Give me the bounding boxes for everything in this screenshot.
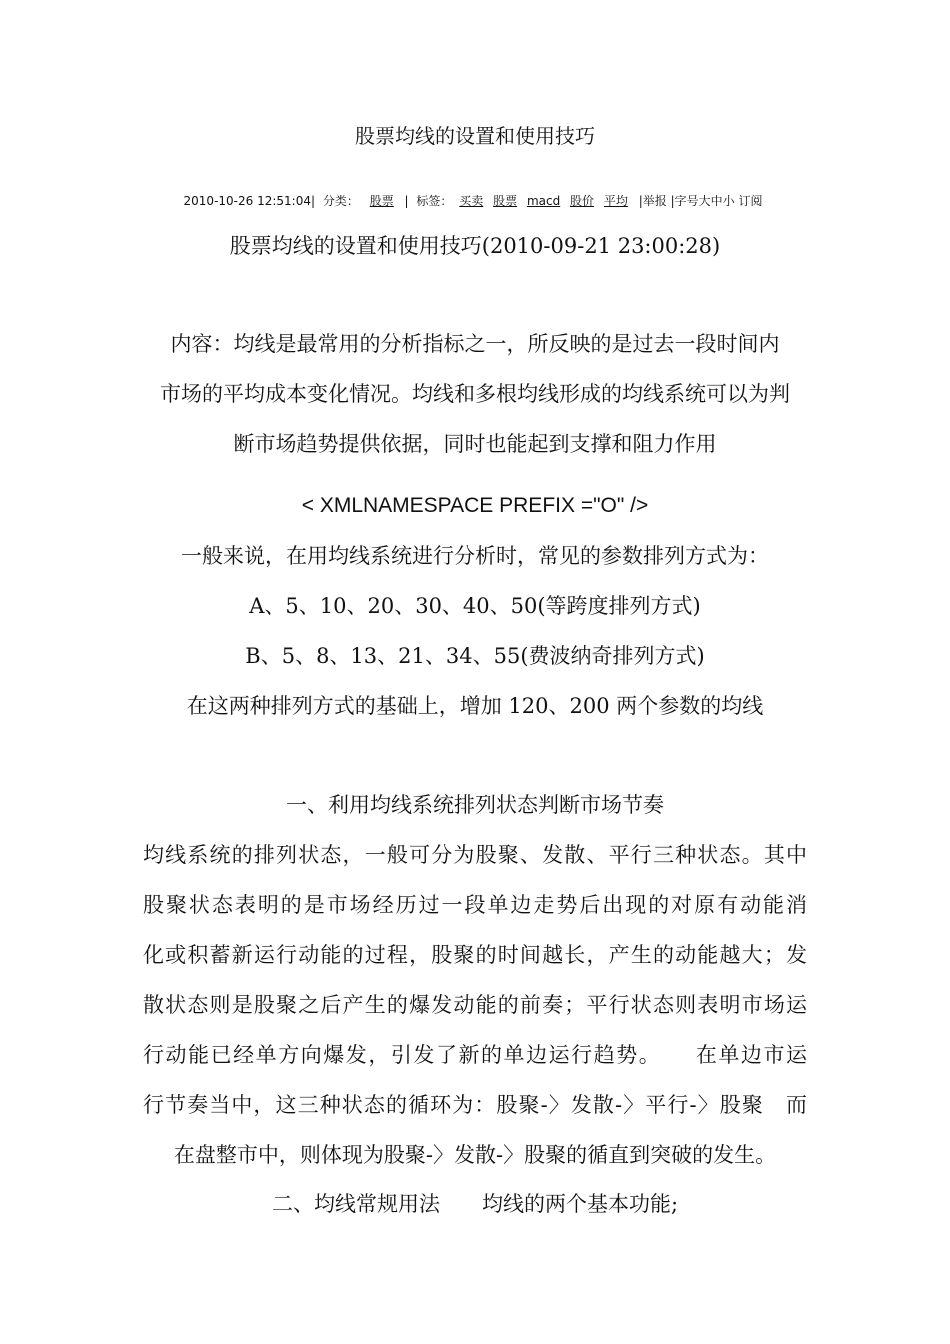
section1-line: 股聚状态表明的是市场经历过一段单边走势后出现的对原有动能消 <box>143 893 807 917</box>
section1-line: 化或积蓄新运行动能的过程，股聚的时间越长，产生的动能越大；发 <box>143 943 807 967</box>
meta-separator: | <box>404 194 409 208</box>
tag-link[interactable]: 平均 <box>603 194 628 208</box>
page-title: 股票均线的设置和使用技巧 <box>355 124 595 148</box>
article-subtitle: 股票均线的设置和使用技巧(2010-09-21 23:00:28) <box>229 234 721 258</box>
param-b: B、5、8、13、21、34、55(费波纳奇排列方式) <box>245 644 705 668</box>
section1-line: 在盘整市中，则体现为股聚-〉发散-〉股聚的循直到突破的发生。 <box>173 1143 777 1167</box>
summary-line: 断市场趋势提供依据，同时也能起到支撑和阻力作用 <box>233 432 717 456</box>
xml-namespace-line: < XMLNAMESPACE PREFIX ="O" /> <box>301 494 649 517</box>
tag-link[interactable]: macd <box>526 194 561 208</box>
section2-heading: 二、均线常规用法 均线的两个基本功能; <box>271 1192 679 1216</box>
post-actions: |举报 |字号大中小 订阅 <box>638 194 763 208</box>
post-meta <box>0 193 950 209</box>
section1-line: 散状态则是股聚之后产生的爆发动能的前奏；平行状态则表明市场运 <box>143 993 807 1017</box>
tag-link[interactable]: 买卖 <box>459 194 484 208</box>
summary-line: 内容：均线是最常用的分析指标之一，所反映的是过去一段时间内 <box>170 332 780 356</box>
tag-link[interactable]: 股票 <box>493 194 518 208</box>
params-intro: 一般来说，在用均线系统进行分析时，常见的参数排列方式为： <box>181 544 769 568</box>
tag-link[interactable]: 股价 <box>570 194 595 208</box>
summary-line: 市场的平均成本变化情况。均线和多根均线形成的均线系统可以为判 <box>160 382 790 406</box>
section1-heading: 一、利用均线系统排列状态判断市场节奏 <box>286 793 664 817</box>
param-extra: 在这两种排列方式的基础上，增加 120、200 两个参数的均线 <box>186 694 764 718</box>
section1-line: 行节奏当中，这三种状态的循环为：股聚-〉发散-〉平行-〉股聚 而 <box>143 1093 807 1117</box>
section1-line: 均线系统的排列状态，一般可分为股聚、发散、平行三种状态。其中 <box>143 843 807 867</box>
category-link[interactable]: 股票 <box>369 194 394 208</box>
post-datetime: 2010-10-26 12:51:04| <box>183 194 316 208</box>
category-label: 分类： <box>322 194 359 208</box>
tags-label: 标签： <box>416 194 453 208</box>
section1-line: 行动能已经单方向爆发，引发了新的单边运行趋势。 在单边市运 <box>143 1043 807 1067</box>
param-a: A、5、10、20、30、40、50(等跨度排列方式) <box>249 594 701 618</box>
